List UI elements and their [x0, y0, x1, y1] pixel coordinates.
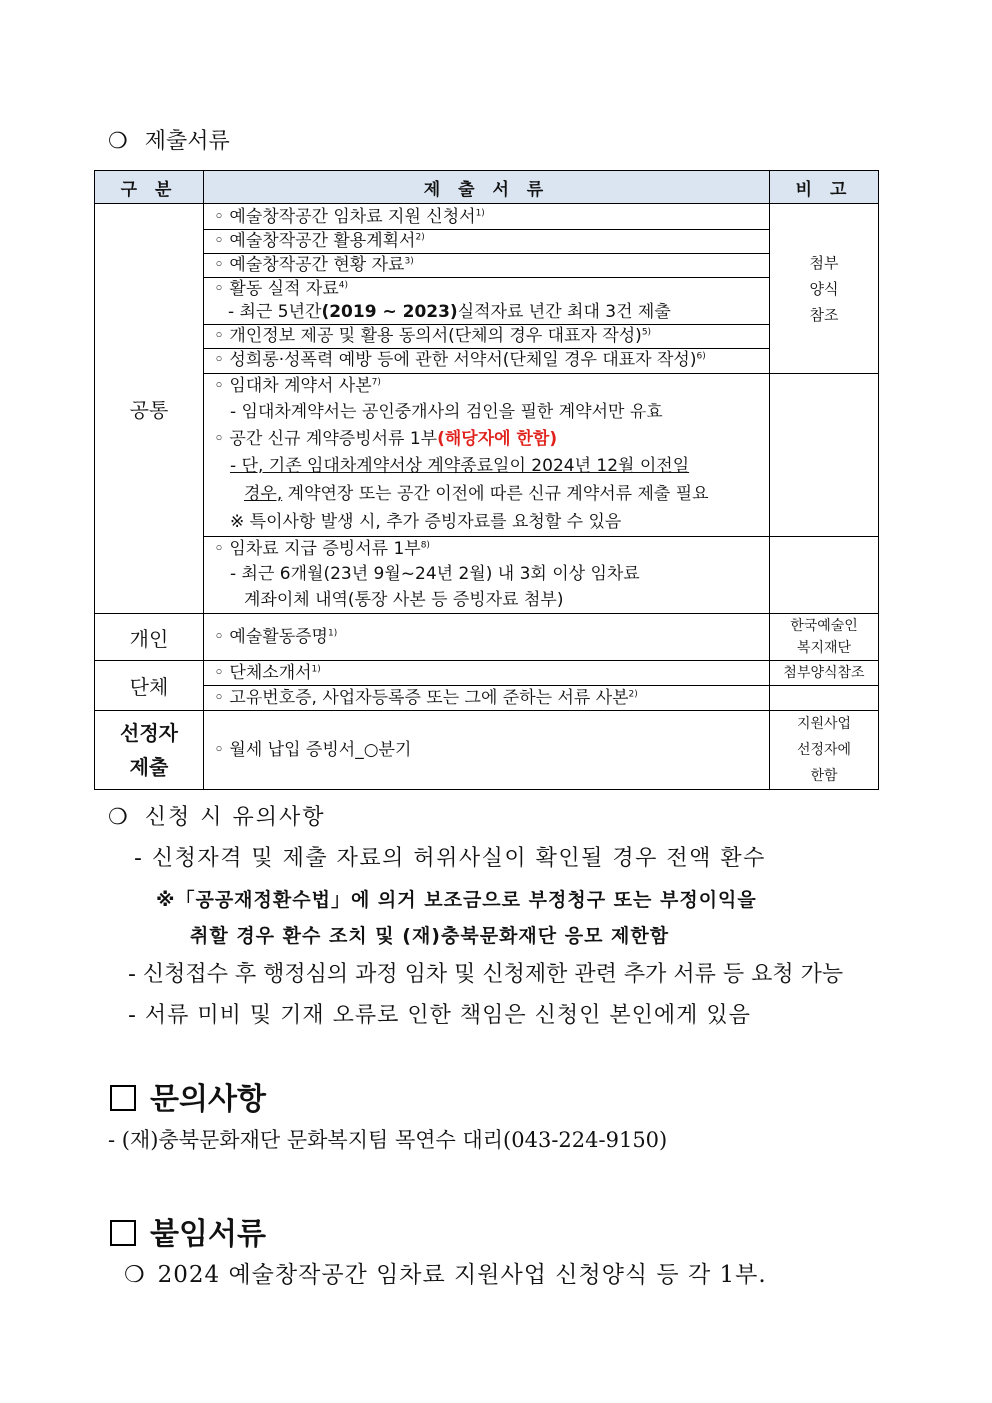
header-remarks: 비 고	[770, 171, 879, 204]
note-line-3: - 서류 미비 및 기재 오류로 인한 책임은 신청인 본인에게 있음	[128, 1003, 751, 1028]
common-docs-group2: ◦ 임대차 계약서 사본$^{7)}$ - 임대차계약서는 공인중개사의 검인을 필한 계약서만 유효 ◦ 공간 신규 계약증빙서류 1부(해당자에 한함) - 단, 기존 임대차계약서상 계약종료일이 2024년 12월 이전일 경우, 계약연장 또는 공간 이전에 따른 신규 계약서류 제출 필요 ※ 특이사항 발생 시, 추가 증빙자료를 요청할 수 있음	[204, 374, 770, 537]
notice-line-2: 취할 경우 환수 조치 및 (재)충북문화재단 응모 제한함	[190, 925, 670, 947]
common-docs-group1	[204, 204, 770, 374]
doc-item: ◦ 예술창작공간 활용계획서$^{2)}$	[204, 230, 769, 254]
category-selected: 선정자 제출	[95, 711, 204, 790]
table-row	[95, 204, 879, 374]
circle-bullet-icon: ❍	[108, 129, 128, 154]
note-group: 첨부양식참조	[770, 661, 879, 686]
section-title-submission: ❍ 제출서류	[108, 129, 230, 154]
table-row	[95, 614, 879, 661]
category-group: 단체	[95, 661, 204, 711]
note-selected: 지원사업 선정자에 한함	[770, 711, 879, 790]
doc-item: ◦ 활동 실적 자료$^{4)}$ - 최근 5년간(2019 ~ 2023)실적자료 년간 최대 3건 제출	[204, 278, 769, 325]
category-common: 공통	[95, 204, 204, 614]
doc-item: ◦ 예술창작공간 현황 자료$^{3)}$	[204, 254, 769, 278]
header-category: 구 분	[95, 171, 204, 204]
table-row	[95, 661, 879, 686]
section-title-notes: ❍ 신청 시 유의사항	[108, 805, 326, 830]
doc-item: ◦ 개인정보 제공 및 활용 동의서(단체의 경우 대표자 작성)$^{5)}$	[204, 325, 769, 349]
header-documents: 제 출 서 류	[204, 171, 770, 204]
note-line-1: - 신청자격 및 제출 자료의 허위사실이 확인될 경우 전액 환수	[134, 846, 766, 871]
submission-table	[94, 170, 879, 790]
individual-docs: ◦ 예술활동증명$^{1)}$	[204, 614, 770, 661]
table-row	[95, 711, 879, 790]
circle-bullet-icon: ❍	[124, 1262, 146, 1288]
note-individual: 한국예술인 복지재단	[770, 614, 879, 661]
circle-bullet-icon: ❍	[108, 805, 128, 830]
note-attachment-form: 첨부 양식 참조	[770, 204, 879, 374]
checkbox-square-icon	[110, 1085, 136, 1111]
inquiry-contact: - (재)충북문화재단 문화복지팀 목연수 대리(043-224-9150)	[108, 1128, 668, 1152]
doc-item: ◦ 예술창작공간 임차료 지원 신청서$^{1)}$	[204, 206, 769, 230]
group-doc-item: ◦ 단체소개서$^{1)}$	[204, 661, 770, 686]
table-row	[95, 537, 879, 614]
section-title-attachment: 붙임서류	[110, 1209, 266, 1253]
category-individual: 개인	[95, 614, 204, 661]
table-row	[95, 374, 879, 537]
selected-docs: ◦ 월세 납입 증빙서_○분기	[204, 711, 770, 790]
group-doc-item: ◦ 고유번호증, 사업자등록증 또는 그에 준하는 서류 사본$^{2)}$	[204, 686, 770, 711]
table-header-row	[95, 171, 879, 204]
table-row	[95, 686, 879, 711]
attachment-line: ❍ 2024 예술창작공간 임차료 지원사업 신청양식 등 각 1부.	[124, 1262, 767, 1288]
doc-item: ◦ 성희롱·성폭력 예방 등에 관한 서약서(단체일 경우 대표자 작성)$^{6)}$	[214, 349, 706, 370]
checkbox-square-icon	[110, 1220, 136, 1246]
note-line-2: - 신청접수 후 행정심의 과정 임차 및 신청제한 관련 추가 서류 등 요청 가능	[128, 962, 844, 987]
notice-line-1: ※「공공재정환수법」에 의거 보조금으로 부정청구 또는 부정이익을	[156, 889, 757, 911]
section-title-inquiry: 문의사항	[110, 1074, 266, 1118]
common-docs-group3: ◦ 임차료 지급 증빙서류 1부$^{8)}$ - 최근 6개월(23년 9월~24년 2월) 내 3회 이상 임차료 계좌이체 내역(통장 사본 등 증빙자료 첨부)	[204, 537, 770, 614]
